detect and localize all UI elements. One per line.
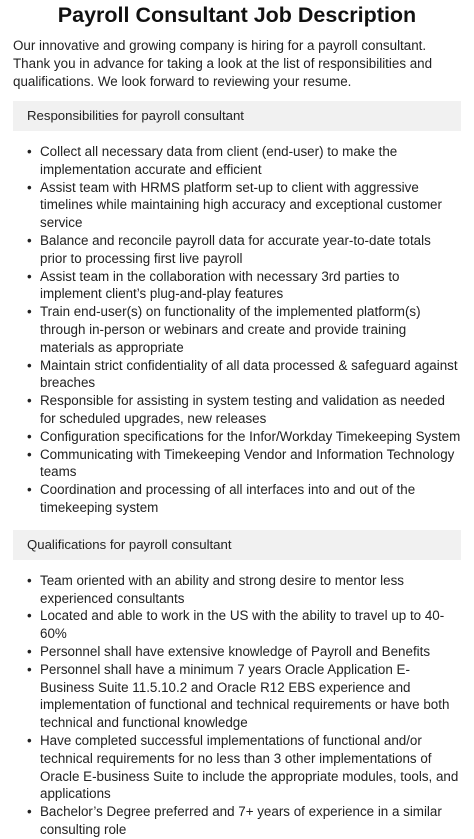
list-item-text: Maintain strict confidentiality of all data processed & safeguard against breaches — [40, 357, 458, 391]
list-item — [13, 303, 461, 356]
list-item-text: Balance and reconcile payroll data for accurate year-to-date totals prior to processing first live payroll — [40, 232, 431, 266]
bullet-icon: • — [27, 804, 32, 820]
list-item — [13, 428, 461, 446]
bullet-icon: • — [27, 482, 32, 498]
bullet-icon: • — [27, 304, 32, 320]
list-item — [13, 572, 461, 608]
list-item-text: Bachelor’s Degree preferred and 7+ years of experience in a similar consulting role — [40, 804, 442, 837]
bullet-icon: • — [27, 357, 32, 373]
list-item — [13, 392, 461, 428]
bullet-icon: • — [27, 661, 32, 677]
list-item-text: Communicating with Timekeeping Vendor and Information Technology teams — [40, 446, 455, 480]
list-item-text: Personnel shall have extensive knowledge of Payroll and Benefits — [40, 643, 431, 659]
bullet-icon: • — [27, 428, 32, 444]
list-item — [13, 643, 461, 661]
bullet-icon: • — [27, 643, 32, 659]
list-item — [13, 446, 461, 482]
list-item-text: Assist team with HRMS platform set-up to client with aggressive timelines while maintaining high accuracy and exceptional customer service — [40, 179, 442, 231]
list-item-text: Configuration specifications for the Infor/Workday Timekeeping System — [40, 428, 461, 444]
list-item-text: Located and able to work in the US with the ability to travel up to 40-60% — [40, 608, 445, 642]
responsibilities-heading: Responsibilities for payroll consultant — [13, 101, 461, 131]
list-item — [13, 179, 461, 232]
list-item — [13, 803, 461, 839]
bullet-icon: • — [27, 608, 32, 624]
list-item — [13, 268, 461, 304]
list-item — [13, 661, 461, 732]
bullet-icon: • — [27, 393, 32, 409]
bullet-icon: • — [27, 446, 32, 462]
bullet-icon: • — [27, 268, 32, 284]
list-item — [13, 732, 461, 803]
bullet-icon: • — [27, 144, 32, 159]
list-item-text: Team oriented with an ability and strong desire to mentor less experienced consultants — [40, 572, 404, 606]
qualifications-list — [13, 572, 461, 839]
list-item-text: Have completed successful implementations of functional and/or technical requirements for no less than 3 other implementations of Oracle E-business Suite to include the appropriate modules, tools, and applications — [40, 732, 459, 802]
bullet-icon: • — [27, 179, 32, 195]
bullet-icon: • — [27, 732, 32, 748]
list-item-text: Assist team in the collaboration with necessary 3rd parties to implement client’s plug-and-play features — [40, 268, 400, 302]
list-item — [13, 232, 461, 268]
bullet-icon: • — [27, 572, 32, 588]
qualifications-heading: Qualifications for payroll consultant — [13, 530, 461, 560]
page-title: Payroll Consultant Job Description — [57, 3, 417, 27]
responsibilities-list — [13, 143, 461, 517]
list-item — [13, 607, 461, 643]
intro-paragraph: Our innovative and growing company is hiring for a payroll consultant. Thank you in advance for taking a look at the list of responsibilities and qualifications. We look forward to reviewing your resume. — [13, 38, 433, 89]
list-item-text: Coordination and processing of all interfaces into and out of the timekeeping system — [40, 482, 416, 515]
list-item-text: Responsible for assisting in system testing and validation as needed for scheduled upgrades, new releases — [40, 393, 445, 426]
list-item-text: Collect all necessary data from client (end-user) to make the implementation accurate and efficient — [40, 144, 398, 177]
list-item — [13, 143, 461, 179]
list-item — [13, 357, 461, 393]
bullet-icon: • — [27, 232, 32, 248]
list-item-text: Personnel shall have a minimum 7 years Oracle Application E-Business Suite 11.5.10.2 and Oracle R12 EBS experience and implementation of functional and technical requirements or have both technical and functional knowledge — [40, 661, 450, 731]
list-item-text: Train end-user(s) on functionality of the implemented platform(s) through in-person or webinars and create and provide training materials as appropriate — [40, 304, 421, 355]
list-item — [13, 481, 461, 517]
